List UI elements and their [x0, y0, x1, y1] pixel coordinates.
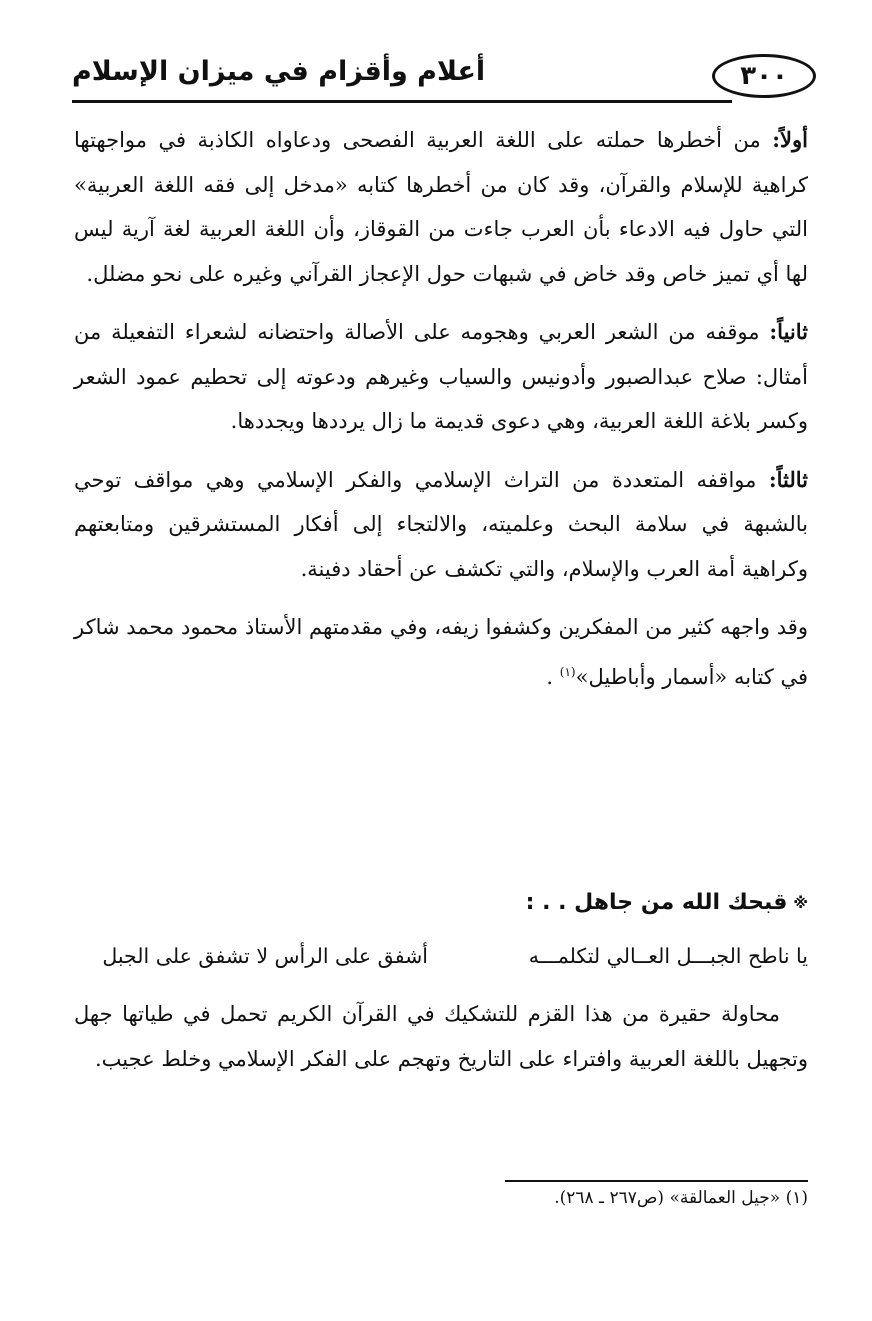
- closing-paragraph: محاولة حقيرة من هذا القزم للتشكيك في القرآن الكريم تحمل في طياتها جهل وتجهيل باللغة العربية وافتراء على التاريخ وتهجم على الفكر الإسلامي وخلط عجيب.: [74, 1002, 808, 1071]
- footnote: (١) «جيل العمالقة» (ص٢٦٧ ـ ٢٦٨).: [554, 1188, 808, 1208]
- running-title: أعلام وأقزام في ميزان الإسلام: [72, 56, 486, 87]
- paragraph-lead: ثالثاً:: [768, 466, 808, 492]
- footnote-reference[interactable]: (١): [559, 664, 576, 679]
- page-header: [72, 52, 810, 102]
- poetry-verse: [74, 944, 808, 984]
- body-text: [74, 118, 808, 699]
- verse-second-hemistich: أشفق على الرأس لا تشفق على الجبل: [102, 944, 428, 968]
- paragraph-text: من أخطرها حملته على اللغة العربية الفصحى ودعاواه الكاذبة في مواجهتها كراهية للإسلام والقرآن، وقد كان من أخطرها كتابه «مدخل إلى فقه اللغة العربية» التي حاول فيه الادعاء بأن العرب جاءت من القوقاز، وأن اللغة العربية لغة آرية ليس لها أي تميز خاص وقد خاض في شبهات حول الإعجاز القرآني وغيره على نحو مضلل.: [74, 128, 808, 286]
- header-rule: [72, 100, 732, 103]
- paragraph-fourth: [74, 605, 808, 699]
- paragraph-tail: .: [546, 664, 560, 689]
- verse-first-hemistich: يا ناطح الجبـــل العــالي لتكلمـــه: [528, 944, 808, 968]
- section-heading: [74, 890, 808, 915]
- star-icon: ※: [793, 894, 808, 912]
- paragraph-first: [74, 118, 808, 296]
- paragraph-lead: أولاً:: [772, 127, 808, 152]
- paragraph-second: [74, 310, 808, 444]
- paragraph-text: مواقفه المتعددة من التراث الإسلامي والفكر الإسلامي وهي مواقف توحي بالشبهة في سلامة البحث وعلميته، والالتجاء إلى أفكار المستشرقين ومتابعتهم وكراهية أمة العرب والإسلام، والتي تكشف عن أحقاد دفينة.: [74, 467, 808, 581]
- footnote-rule: [505, 1180, 808, 1182]
- paragraph-text: وقد واجهه كثير من المفكرين وكشفوا زيفه، وفي مقدمتهم الأستاذ محمود محمد شاكر في كتابه «أسمار وأباطيل»: [74, 615, 808, 689]
- page-number: ٣٠٠: [712, 54, 816, 98]
- paragraph-third: [74, 458, 808, 592]
- paragraph-lead: ثانياً:: [769, 319, 808, 344]
- paragraph-text: موقفه من الشعر العربي وهجومه على الأصالة واحتضانه لشعراء التفعيلة من أمثال: صلاح عبدالصبور وأدونيس والسياب وغيرهم ودعوته إلى تحطيم عمود الشعر وكسر بلاغة اللغة العربية، وهي دعوى قديمة ما زال يرددها ويجددها.: [74, 320, 808, 433]
- section-heading-text: قبحك الله من جاهل . . :: [525, 890, 788, 915]
